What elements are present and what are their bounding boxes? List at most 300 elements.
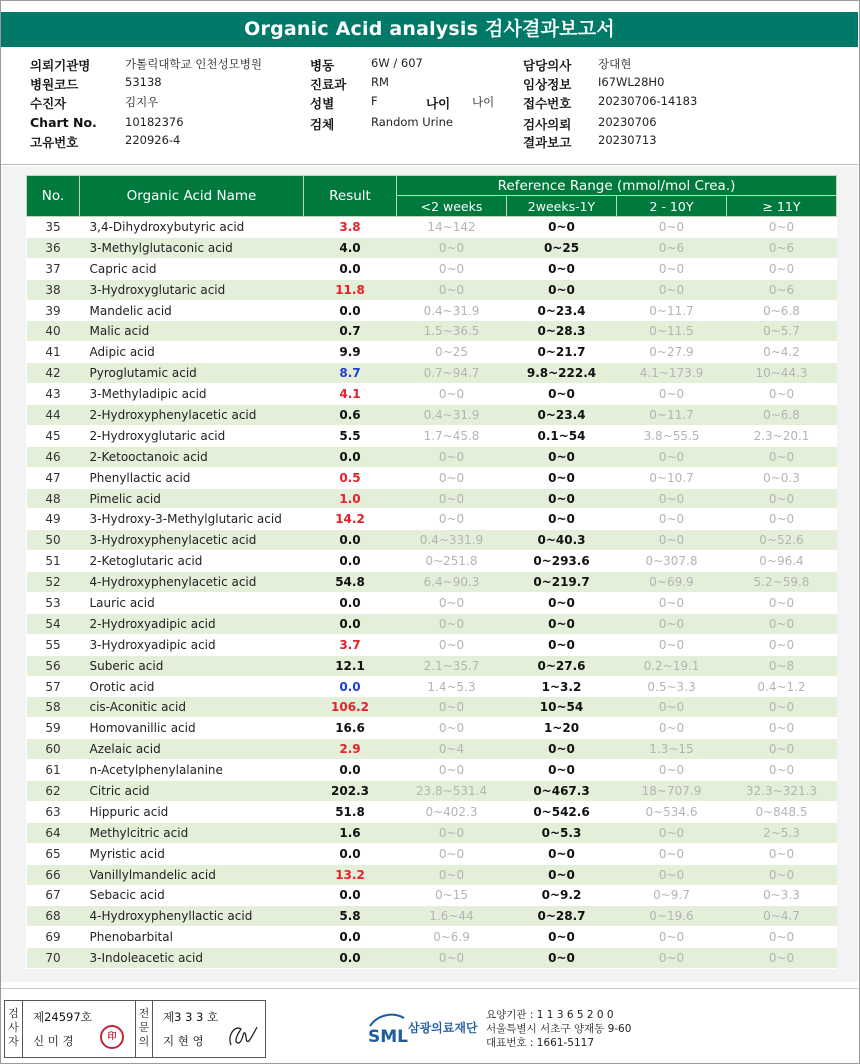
acid-name: Malic acid <box>80 321 304 342</box>
result-value: 0.0 <box>304 843 397 864</box>
range-under-2-weeks: 0~0 <box>397 279 507 300</box>
table-row <box>27 258 837 279</box>
row-number: 50 <box>27 530 80 551</box>
table-row <box>27 655 837 676</box>
acid-name: Homovanillic acid <box>80 718 304 739</box>
acid-name: 2-Hydroxyphenylacetic acid <box>80 405 304 426</box>
acid-name: Citric acid <box>80 781 304 802</box>
range-under-2-weeks: 0.4~331.9 <box>397 530 507 551</box>
row-number: 57 <box>27 676 80 697</box>
table-body <box>27 217 837 969</box>
range-under-2-weeks: 0~0 <box>397 843 507 864</box>
acid-name: Capric acid <box>80 258 304 279</box>
result-value: 11.8 <box>304 279 397 300</box>
divider <box>1 164 858 165</box>
contact-info <box>486 1008 631 1050</box>
label-char: 사 <box>8 1021 19 1034</box>
examiner-name: 신 미 경 <box>33 1034 74 1048</box>
table-row <box>27 279 837 300</box>
range-11y-plus: 0~6 <box>727 237 837 258</box>
header-reference: Reference Range (mmol/mol Crea.) <box>397 176 837 196</box>
row-number: 43 <box>27 384 80 405</box>
range-2weeks-1y: 0~0 <box>507 279 617 300</box>
info-label: 진료과 <box>310 77 347 92</box>
range-2weeks-1y: 0~5.3 <box>507 822 617 843</box>
table-row <box>27 927 837 948</box>
range-11y-plus: 0~0 <box>727 739 837 760</box>
info-row <box>30 56 850 74</box>
result-value: 0.0 <box>304 530 397 551</box>
range-2-10y: 0~0 <box>617 822 727 843</box>
result-value: 0.0 <box>304 885 397 906</box>
info-label: 검체 <box>310 117 335 132</box>
row-number: 56 <box>27 655 80 676</box>
range-2-10y: 0~10.7 <box>617 467 727 488</box>
acid-name: 3-Hydroxyadipic acid <box>80 634 304 655</box>
row-number: 54 <box>27 613 80 634</box>
row-number: 45 <box>27 425 80 446</box>
range-under-2-weeks: 0~0 <box>397 509 507 530</box>
row-number: 38 <box>27 279 80 300</box>
range-11y-plus: 0~0 <box>727 634 837 655</box>
row-number: 51 <box>27 551 80 572</box>
acid-name: 3-Hydroxyglutaric acid <box>80 279 304 300</box>
result-value: 8.7 <box>304 363 397 384</box>
info-label: 수진자 <box>30 96 67 111</box>
range-under-2-weeks: 0~402.3 <box>397 801 507 822</box>
range-11y-plus: 0~0 <box>727 217 837 238</box>
row-number: 49 <box>27 509 80 530</box>
range-2weeks-1y: 0~219.7 <box>507 572 617 593</box>
range-11y-plus: 0~0 <box>727 446 837 467</box>
info-value: F <box>371 94 378 108</box>
range-11y-plus: 0~0 <box>727 613 837 634</box>
acid-name: Adipic acid <box>80 342 304 363</box>
result-value: 0.7 <box>304 321 397 342</box>
result-value: 13.2 <box>304 864 397 885</box>
result-value: 202.3 <box>304 781 397 802</box>
result-value: 14.2 <box>304 509 397 530</box>
row-number: 37 <box>27 258 80 279</box>
row-number: 41 <box>27 342 80 363</box>
range-2weeks-1y: 0~25 <box>507 237 617 258</box>
range-2-10y: 0.2~19.1 <box>617 655 727 676</box>
result-value: 0.0 <box>304 446 397 467</box>
header-name: Organic Acid Name <box>80 176 304 217</box>
result-value: 4.0 <box>304 237 397 258</box>
table-row <box>27 801 837 822</box>
acid-name: 2-Ketoglutaric acid <box>80 551 304 572</box>
range-2-10y: 0~6 <box>617 237 727 258</box>
range-2weeks-1y: 0~0 <box>507 843 617 864</box>
range-under-2-weeks: 0~0 <box>397 488 507 509</box>
table-row <box>27 509 837 530</box>
range-11y-plus: 0~96.4 <box>727 551 837 572</box>
table-row <box>27 488 837 509</box>
acid-name: 3-Methylglutaconic acid <box>80 237 304 258</box>
range-2weeks-1y: 0~0 <box>507 613 617 634</box>
acid-name: 2-Hydroxyadipic acid <box>80 613 304 634</box>
acid-name: 3-Hydroxyphenylacetic acid <box>80 530 304 551</box>
info-label: 병동 <box>310 58 335 73</box>
row-number: 62 <box>27 781 80 802</box>
acid-name: n-Acetylphenylalanine <box>80 760 304 781</box>
info-value: Random Urine <box>371 115 453 129</box>
range-2-10y: 1.3~15 <box>617 739 727 760</box>
acid-name: Myristic acid <box>80 843 304 864</box>
report-title: Organic Acid analysis 검사결과보고서 <box>1 12 858 47</box>
row-number: 52 <box>27 572 80 593</box>
table-row <box>27 739 837 760</box>
range-2weeks-1y: 0~28.3 <box>507 321 617 342</box>
info-label: 고유번호 <box>30 135 79 150</box>
contact-line: 서울특별시 서초구 양재동 9-60 <box>486 1023 632 1035</box>
info-row <box>30 94 850 112</box>
range-2weeks-1y: 0~0 <box>507 864 617 885</box>
result-value: 0.0 <box>304 927 397 948</box>
range-2-10y: 0~0 <box>617 217 727 238</box>
acid-name: cis-Aconitic acid <box>80 697 304 718</box>
range-2-10y: 0~19.6 <box>617 906 727 927</box>
table-row <box>27 467 837 488</box>
table-row <box>27 613 837 634</box>
range-under-2-weeks: 0.4~31.9 <box>397 300 507 321</box>
range-2-10y: 0~0 <box>617 948 727 969</box>
result-value: 0.0 <box>304 300 397 321</box>
range-under-2-weeks: 0~0 <box>397 384 507 405</box>
table-row <box>27 384 837 405</box>
row-number: 46 <box>27 446 80 467</box>
range-under-2-weeks: 1.4~5.3 <box>397 676 507 697</box>
range-11y-plus: 0~6.8 <box>727 405 837 426</box>
result-value: 0.0 <box>304 551 397 572</box>
acid-name: Pimelic acid <box>80 488 304 509</box>
row-number: 47 <box>27 467 80 488</box>
range-2-10y: 0~0 <box>617 718 727 739</box>
range-2-10y: 0~0 <box>617 446 727 467</box>
acid-name: 2-Ketooctanoic acid <box>80 446 304 467</box>
label-char: 의 <box>138 1035 150 1048</box>
acid-name: Suberic acid <box>80 655 304 676</box>
result-value: 0.0 <box>304 613 397 634</box>
contact-line: 대표번호 : 1661-5117 <box>486 1037 595 1049</box>
label-char: 전 <box>138 1007 150 1020</box>
range-under-2-weeks: 0~0 <box>397 948 507 969</box>
info-label: 성별 <box>310 96 335 111</box>
info-row <box>30 75 850 93</box>
range-2weeks-1y: 0~467.3 <box>507 781 617 802</box>
range-under-2-weeks: 0~251.8 <box>397 551 507 572</box>
age-value: 나이 <box>472 95 495 109</box>
table-row <box>27 300 837 321</box>
row-number: 55 <box>27 634 80 655</box>
range-11y-plus: 0~848.5 <box>727 801 837 822</box>
range-2-10y: 0~0 <box>617 927 727 948</box>
range-2-10y: 0~0 <box>617 613 727 634</box>
range-under-2-weeks: 1.7~45.8 <box>397 425 507 446</box>
table-row <box>27 425 837 446</box>
range-2weeks-1y: 0~0 <box>507 927 617 948</box>
header-no: No. <box>27 176 80 217</box>
range-11y-plus: 0~4.2 <box>727 342 837 363</box>
row-number: 68 <box>27 906 80 927</box>
result-value: 1.0 <box>304 488 397 509</box>
range-2weeks-1y: 0~23.4 <box>507 405 617 426</box>
results-table-container <box>26 175 836 969</box>
header-range-1: <2 weeks <box>397 196 507 217</box>
signature-icon <box>225 1021 259 1051</box>
org-name: 삼광의료재단 <box>408 1021 478 1035</box>
range-11y-plus: 0~0 <box>727 593 837 614</box>
range-11y-plus: 0~0 <box>727 864 837 885</box>
range-under-2-weeks: 0~0 <box>397 822 507 843</box>
result-value: 0.0 <box>304 258 397 279</box>
range-11y-plus: 0~6 <box>727 279 837 300</box>
range-11y-plus: 0~6.8 <box>727 300 837 321</box>
info-value: 6W / 607 <box>371 56 423 70</box>
examiner-number: 제24597호 <box>33 1010 92 1024</box>
range-under-2-weeks: 1.5~36.5 <box>397 321 507 342</box>
result-value: 0.0 <box>304 593 397 614</box>
range-2-10y: 0~307.8 <box>617 551 727 572</box>
table-row <box>27 446 837 467</box>
range-2weeks-1y: 0~0 <box>507 217 617 238</box>
range-under-2-weeks: 0.7~94.7 <box>397 363 507 384</box>
row-number: 61 <box>27 760 80 781</box>
range-2weeks-1y: 0~0 <box>507 760 617 781</box>
range-2-10y: 0~0 <box>617 697 727 718</box>
range-under-2-weeks: 1.6~44 <box>397 906 507 927</box>
range-2-10y: 0~69.9 <box>617 572 727 593</box>
range-11y-plus: 5.2~59.8 <box>727 572 837 593</box>
range-2weeks-1y: 1~3.2 <box>507 676 617 697</box>
range-2-10y: 0~0 <box>617 634 727 655</box>
result-value: 5.5 <box>304 425 397 446</box>
table-row <box>27 342 837 363</box>
table-row <box>27 781 837 802</box>
range-11y-plus: 0~0 <box>727 384 837 405</box>
table-row <box>27 843 837 864</box>
results-table <box>26 175 837 969</box>
table-row <box>27 363 837 384</box>
acid-name: Mandelic acid <box>80 300 304 321</box>
examiner-label <box>5 1001 23 1057</box>
range-under-2-weeks: 0~0 <box>397 718 507 739</box>
range-11y-plus: 0~0 <box>727 697 837 718</box>
logo-letters: SML <box>368 1027 408 1047</box>
seal-stamp: 印 <box>100 1025 124 1049</box>
acid-name: Phenyllactic acid <box>80 467 304 488</box>
range-11y-plus: 0.4~1.2 <box>727 676 837 697</box>
result-value: 3.7 <box>304 634 397 655</box>
row-number: 59 <box>27 718 80 739</box>
acid-name: 3-Indoleacetic acid <box>80 948 304 969</box>
range-2-10y: 0~0 <box>617 488 727 509</box>
range-under-2-weeks: 0~0 <box>397 593 507 614</box>
range-2-10y: 0~0 <box>617 530 727 551</box>
info-value: 가톨릭대학교 인천성모병원 <box>125 57 262 71</box>
info-label: 검사의뢰 <box>523 117 572 132</box>
range-2weeks-1y: 0~0 <box>507 258 617 279</box>
table-row <box>27 551 837 572</box>
info-label: 담당의사 <box>523 58 572 73</box>
range-2-10y: 3.8~55.5 <box>617 425 727 446</box>
table-row <box>27 864 837 885</box>
range-under-2-weeks: 14~142 <box>397 217 507 238</box>
range-11y-plus: 0~0 <box>727 948 837 969</box>
range-2weeks-1y: 1~20 <box>507 718 617 739</box>
acid-name: 3-Methyladipic acid <box>80 384 304 405</box>
range-2-10y: 4.1~173.9 <box>617 363 727 384</box>
result-value: 51.8 <box>304 801 397 822</box>
row-number: 36 <box>27 237 80 258</box>
range-2weeks-1y: 0~21.7 <box>507 342 617 363</box>
row-number: 65 <box>27 843 80 864</box>
range-under-2-weeks: 0~0 <box>397 258 507 279</box>
range-2weeks-1y: 0~0 <box>507 509 617 530</box>
table-row <box>27 572 837 593</box>
row-number: 44 <box>27 405 80 426</box>
range-under-2-weeks: 0~15 <box>397 885 507 906</box>
result-value: 0.0 <box>304 676 397 697</box>
range-2weeks-1y: 0~0 <box>507 948 617 969</box>
range-under-2-weeks: 23.8~531.4 <box>397 781 507 802</box>
range-2weeks-1y: 9.8~222.4 <box>507 363 617 384</box>
range-2-10y: 0~0 <box>617 279 727 300</box>
range-2-10y: 0~0 <box>617 258 727 279</box>
range-11y-plus: 0~5.7 <box>727 321 837 342</box>
range-2weeks-1y: 0~0 <box>507 593 617 614</box>
info-label: 결과보고 <box>523 135 572 150</box>
range-2-10y: 0~0 <box>617 593 727 614</box>
range-11y-plus: 0~0 <box>727 760 837 781</box>
row-number: 48 <box>27 488 80 509</box>
result-value: 5.8 <box>304 906 397 927</box>
range-2weeks-1y: 0~542.6 <box>507 801 617 822</box>
range-2weeks-1y: 0~0 <box>507 739 617 760</box>
range-2weeks-1y: 0~27.6 <box>507 655 617 676</box>
range-under-2-weeks: 0~0 <box>397 467 507 488</box>
row-number: 70 <box>27 948 80 969</box>
result-value: 54.8 <box>304 572 397 593</box>
range-under-2-weeks: 0~0 <box>397 613 507 634</box>
result-value: 0.0 <box>304 760 397 781</box>
range-under-2-weeks: 0~0 <box>397 446 507 467</box>
range-11y-plus: 0~8 <box>727 655 837 676</box>
range-under-2-weeks: 0~0 <box>397 237 507 258</box>
age-label: 나이 <box>426 96 451 111</box>
acid-name: 4-Hydroxyphenylacetic acid <box>80 572 304 593</box>
row-number: 64 <box>27 822 80 843</box>
range-2weeks-1y: 0~0 <box>507 634 617 655</box>
label-char: 문 <box>138 1021 150 1034</box>
info-label: 접수번호 <box>523 96 572 111</box>
info-value: 20230706-14183 <box>598 94 698 108</box>
row-number: 69 <box>27 927 80 948</box>
range-11y-plus: 0~3.3 <box>727 885 837 906</box>
info-value: 10182376 <box>125 115 184 129</box>
table-row <box>27 676 837 697</box>
result-value: 12.1 <box>304 655 397 676</box>
range-11y-plus: 0~0 <box>727 258 837 279</box>
info-row <box>30 133 850 151</box>
acid-name: 4-Hydroxyphenyllactic acid <box>80 906 304 927</box>
label-char: 검 <box>8 1007 19 1020</box>
range-11y-plus: 0~52.6 <box>727 530 837 551</box>
result-value: 9.9 <box>304 342 397 363</box>
info-value: 53138 <box>125 75 162 89</box>
range-under-2-weeks: 0.4~31.9 <box>397 405 507 426</box>
acid-name: Orotic acid <box>80 676 304 697</box>
info-value: RM <box>371 75 389 89</box>
range-under-2-weeks: 0~0 <box>397 864 507 885</box>
range-11y-plus: 0~0 <box>727 843 837 864</box>
acid-name: 3-Hydroxy-3-Methylglutaric acid <box>80 509 304 530</box>
range-11y-plus: 2~5.3 <box>727 822 837 843</box>
specialist-name: 지 현 영 <box>163 1034 204 1048</box>
range-2weeks-1y: 0~0 <box>507 446 617 467</box>
header-range-2: 2weeks-1Y <box>507 196 617 217</box>
range-under-2-weeks: 0~0 <box>397 760 507 781</box>
range-under-2-weeks: 0~0 <box>397 697 507 718</box>
result-value: 16.6 <box>304 718 397 739</box>
acid-name: Phenobarbital <box>80 927 304 948</box>
info-label: 임상정보 <box>523 77 572 92</box>
range-2-10y: 0~0 <box>617 384 727 405</box>
table-row <box>27 697 837 718</box>
row-number: 39 <box>27 300 80 321</box>
row-number: 66 <box>27 864 80 885</box>
range-2-10y: 0~0 <box>617 760 727 781</box>
range-under-2-weeks: 6.4~90.3 <box>397 572 507 593</box>
range-11y-plus: 0~0 <box>727 718 837 739</box>
row-number: 42 <box>27 363 80 384</box>
range-11y-plus: 0~0.3 <box>727 467 837 488</box>
info-label: Chart No. <box>30 115 97 130</box>
range-11y-plus: 32.3~321.3 <box>727 781 837 802</box>
header-range-4: ≥ 11Y <box>727 196 837 217</box>
range-11y-plus: 2.3~20.1 <box>727 425 837 446</box>
result-value: 2.9 <box>304 739 397 760</box>
range-11y-plus: 0~0 <box>727 488 837 509</box>
table-row <box>27 718 837 739</box>
acid-name: 3,4-Dihydroxybutyric acid <box>80 217 304 238</box>
info-label: 병원코드 <box>30 77 79 92</box>
range-2weeks-1y: 0~9.2 <box>507 885 617 906</box>
range-under-2-weeks: 0~0 <box>397 634 507 655</box>
range-2-10y: 0~0 <box>617 843 727 864</box>
row-number: 60 <box>27 739 80 760</box>
table-row <box>27 760 837 781</box>
row-number: 67 <box>27 885 80 906</box>
table-row <box>27 948 837 969</box>
result-value: 4.1 <box>304 384 397 405</box>
table-row <box>27 237 837 258</box>
footer-divider <box>1 988 858 989</box>
range-2-10y: 0.5~3.3 <box>617 676 727 697</box>
range-2-10y: 18~707.9 <box>617 781 727 802</box>
range-2-10y: 0~11.7 <box>617 300 727 321</box>
info-label: 의뢰기관명 <box>30 58 91 73</box>
table-row <box>27 885 837 906</box>
table-row <box>27 405 837 426</box>
result-value: 0.0 <box>304 948 397 969</box>
range-2weeks-1y: 0.1~54 <box>507 425 617 446</box>
info-value: 20230706 <box>598 115 657 129</box>
range-2-10y: 0~0 <box>617 509 727 530</box>
range-11y-plus: 10~44.3 <box>727 363 837 384</box>
info-value: 20230713 <box>598 133 657 147</box>
